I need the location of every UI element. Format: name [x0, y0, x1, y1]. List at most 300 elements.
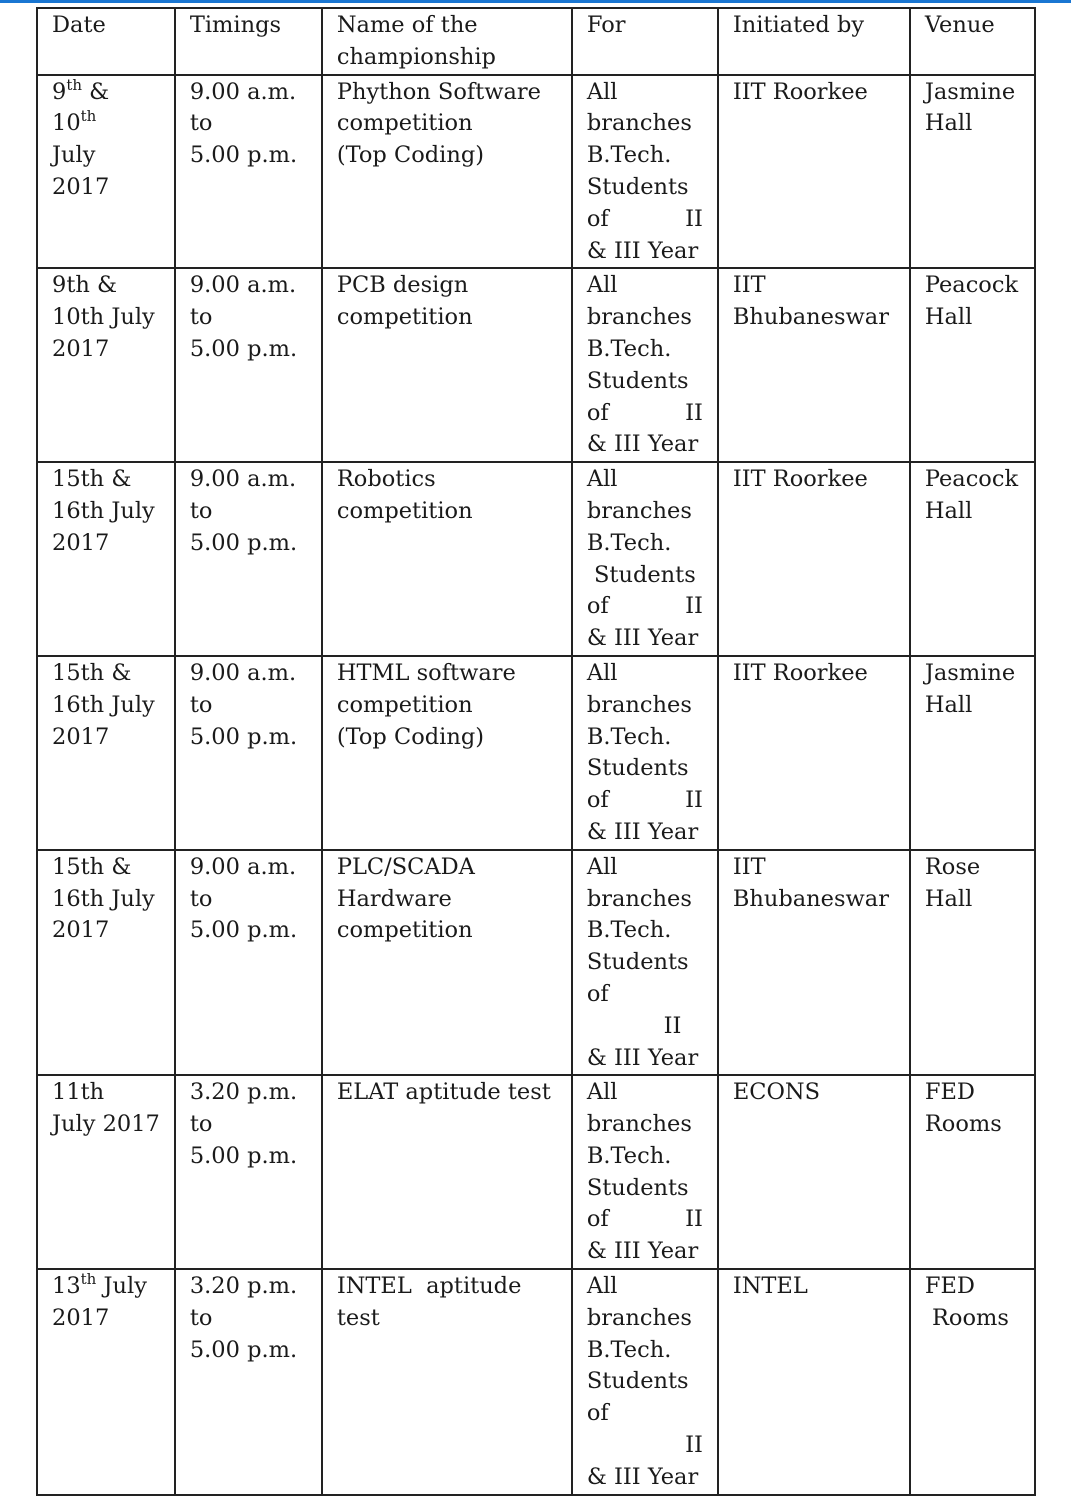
cell-line [587, 979, 703, 1011]
cell-line [733, 10, 895, 42]
cell-line [587, 1462, 703, 1494]
line-text [587, 1462, 698, 1494]
cell-timings [175, 462, 322, 656]
cell-date [37, 462, 175, 656]
text-segment: Hall [924, 110, 973, 137]
text-segment: 9.00 a.m. [189, 466, 297, 493]
cell-line [587, 1011, 703, 1043]
table-row [37, 268, 1035, 462]
cell-line [337, 464, 557, 496]
text-segment: Students [586, 755, 689, 782]
cell-line [587, 204, 703, 236]
cell-line [587, 1271, 703, 1303]
cell-for [572, 462, 718, 656]
text-segment: 2017 [52, 335, 110, 362]
line-text [337, 852, 475, 884]
cell-line [587, 108, 703, 140]
text-segment: IIT Roorkee [732, 78, 868, 105]
cell-date [37, 75, 175, 269]
cell-initiated-by [718, 1269, 910, 1495]
text-segment: July 2017 [52, 1111, 160, 1138]
text-segment: competition [336, 497, 473, 524]
text-segment: 5.00 p.m. [189, 142, 298, 169]
text-segment: All [586, 466, 618, 493]
line-text [190, 140, 297, 172]
line-text [587, 947, 689, 979]
header-cell-venue [910, 8, 1035, 75]
cell-line [190, 1271, 307, 1303]
line-text [52, 1303, 109, 1335]
cell-line [52, 722, 160, 754]
line-text [587, 915, 672, 947]
cell-line [337, 1303, 557, 1335]
cell-line [52, 915, 160, 947]
cell-line [587, 1204, 703, 1236]
text-segment: 3.20 p.m. [189, 1273, 298, 1300]
text-segment: B.Tech. [586, 917, 672, 944]
cell-timings [175, 850, 322, 1076]
text-segment: B.Tech. [586, 1142, 672, 1169]
text-segment: Students [586, 949, 689, 976]
cell-line [587, 496, 703, 528]
table-row [37, 656, 1035, 850]
cell-line [733, 884, 895, 916]
cell-line [337, 270, 557, 302]
line-text [685, 1430, 703, 1462]
text-segment: to [189, 304, 213, 331]
cell-line [52, 464, 160, 496]
line-text [190, 884, 213, 916]
cell-line [587, 1236, 703, 1268]
line-text [587, 979, 609, 1011]
line-text [587, 690, 692, 722]
text-segment: 15th & [52, 659, 132, 686]
line-text [190, 464, 296, 496]
text-segment: II [685, 205, 703, 232]
line-text [337, 658, 516, 690]
cell-line [587, 852, 703, 884]
text-segment: 15th & [52, 853, 132, 880]
text-segment: ELAT aptitude test [336, 1079, 551, 1106]
line-text [190, 1303, 213, 1335]
line-text [733, 1077, 820, 1109]
cell-line [587, 915, 703, 947]
line-text [925, 464, 1018, 496]
line-text [52, 852, 131, 884]
cell-date [37, 1075, 175, 1269]
text-segment: Bhubaneswar [732, 304, 889, 331]
line-text [733, 852, 766, 884]
text-segment: B.Tech. [586, 335, 672, 362]
text-segment: & III Year [586, 818, 699, 845]
text-segment: 9.00 a.m. [189, 272, 297, 299]
line-text [925, 658, 1015, 690]
line-text [52, 77, 109, 109]
cell-line [337, 1271, 557, 1303]
cell-line [52, 1271, 160, 1303]
text-segment: 16th July [52, 885, 155, 912]
cell-date [37, 268, 175, 462]
cell-line [190, 108, 307, 140]
text-segment: II [685, 1206, 703, 1233]
cell-line [587, 334, 703, 366]
cell-line [733, 302, 895, 334]
text-segment: to [189, 691, 213, 718]
text-segment: Phython Software [336, 78, 541, 105]
text-segment: competition [336, 917, 473, 944]
text-segment: 10th July [52, 304, 155, 331]
line-text [733, 884, 889, 916]
cell-line [337, 722, 557, 754]
text-segment: of [586, 787, 609, 814]
text-segment: 5.00 p.m. [189, 1336, 298, 1363]
cell-line [587, 1430, 703, 1462]
text-segment: 5.00 p.m. [189, 917, 298, 944]
line-text [587, 172, 689, 204]
cell-line [52, 1303, 160, 1335]
text-segment: B.Tech. [586, 723, 672, 750]
text-segment: Peacock [924, 466, 1019, 493]
cell-line [190, 10, 307, 42]
line-text [733, 1271, 808, 1303]
line-text [337, 42, 496, 74]
cell-initiated-by [718, 850, 910, 1076]
line-text [587, 1173, 689, 1205]
text-segment: competition [336, 304, 473, 331]
cell-line [925, 77, 1020, 109]
line-text [733, 302, 889, 334]
cell-line [190, 1335, 307, 1367]
cell-line [190, 722, 307, 754]
cell-line [587, 623, 703, 655]
line-text [337, 302, 473, 334]
cell-line [587, 1077, 703, 1109]
ordinal-suffix: th [66, 75, 83, 94]
text-segment: 15th & [52, 466, 132, 493]
text-segment: 13 [52, 1273, 81, 1300]
line-text [925, 1077, 975, 1109]
line-text [925, 302, 972, 334]
cell-line [587, 560, 703, 592]
cell-line [52, 334, 160, 366]
line-text [52, 496, 155, 528]
cell-line [587, 366, 703, 398]
cell-line [52, 658, 160, 690]
text-segment: Name of the [336, 12, 478, 38]
text-segment: test [336, 1304, 380, 1331]
line-text [925, 496, 972, 528]
text-segment: branches [586, 497, 692, 524]
line-text [587, 1303, 692, 1335]
line-text [337, 1271, 522, 1303]
text-segment: Students [586, 1174, 689, 1201]
text-segment: All [586, 1273, 618, 1300]
ordinal-suffix: th [80, 107, 97, 126]
table-row [37, 1269, 1035, 1495]
cell-line [587, 947, 703, 979]
text-segment: 2017 [52, 1304, 110, 1331]
line-text [587, 560, 696, 592]
text-segment: 2017 [52, 529, 110, 556]
cell-line [925, 108, 1020, 140]
cell-initiated-by [718, 75, 910, 269]
line-text [190, 1109, 213, 1141]
text-segment: FED [924, 1079, 975, 1106]
cell-line [925, 464, 1020, 496]
cell-line [925, 496, 1020, 528]
text-segment: branches [586, 691, 692, 718]
line-text [587, 753, 689, 785]
line-text [52, 108, 96, 140]
cell-timings [175, 268, 322, 462]
cell-line [337, 77, 557, 109]
cell-line [52, 302, 160, 334]
cell-line [52, 690, 160, 722]
text-segment: PCB design [336, 272, 469, 299]
text-segment: Jasmine [924, 78, 1016, 105]
text-segment: 2017 [52, 173, 110, 200]
text-segment: IIT Roorkee [732, 659, 868, 686]
text-segment: Hall [924, 691, 973, 718]
cell-line [190, 140, 307, 172]
line-text [587, 10, 626, 42]
cell-initiated-by [718, 462, 910, 656]
text-segment: 9.00 a.m. [189, 853, 297, 880]
cell-line [587, 302, 703, 334]
line-text [337, 496, 473, 528]
line-text [190, 1141, 297, 1173]
line-text [587, 270, 618, 302]
cell-line [52, 140, 160, 172]
cell-initiated-by [718, 268, 910, 462]
cell-line [733, 77, 895, 109]
line-text [587, 817, 698, 849]
line-text [587, 429, 698, 461]
cell-line [733, 852, 895, 884]
text-segment: Students [586, 1368, 689, 1395]
cell-line [190, 658, 307, 690]
table-row [37, 850, 1035, 1076]
cell-venue [910, 462, 1035, 656]
cell-timings [175, 1075, 322, 1269]
cell-line [925, 1271, 1020, 1303]
text-segment: of [586, 1206, 609, 1233]
text-segment: 5.00 p.m. [189, 1142, 298, 1169]
text-segment: IIT [732, 853, 766, 880]
table-row [37, 462, 1035, 656]
cell-line [587, 1335, 703, 1367]
text-segment: II [685, 1432, 703, 1459]
text-segment: July [96, 1273, 147, 1300]
line-text [52, 172, 109, 204]
cell-venue [910, 1075, 1035, 1269]
cell-line [337, 10, 557, 42]
line-text [587, 623, 698, 655]
line-text [52, 658, 131, 690]
cell-line [52, 270, 160, 302]
cell-line [733, 1271, 895, 1303]
text-segment: 5.00 p.m. [189, 529, 298, 556]
cell-venue [910, 268, 1035, 462]
championship-schedule-table [36, 7, 1036, 1496]
cell-venue [910, 1269, 1035, 1495]
cell-line [587, 1141, 703, 1173]
cell-date [37, 656, 175, 850]
text-segment: Hardware [336, 885, 452, 912]
line-text [337, 10, 478, 42]
text-segment: 5.00 p.m. [189, 723, 298, 750]
line-text [190, 334, 297, 366]
text-segment: II [685, 787, 703, 814]
cell-for [572, 1269, 718, 1495]
line-text [925, 270, 1018, 302]
text-segment: 5.00 p.m. [189, 335, 298, 362]
line-text [52, 464, 131, 496]
line-text [733, 658, 868, 690]
cell-line [587, 884, 703, 916]
line-text [52, 302, 155, 334]
text-segment: & III Year [586, 431, 699, 458]
line-text [52, 10, 106, 42]
line-text [52, 1271, 147, 1303]
text-segment: Hall [924, 497, 973, 524]
cell-line [587, 77, 703, 109]
line-text [52, 528, 109, 560]
cell-line [925, 852, 1020, 884]
header-cell-date [37, 8, 175, 75]
cell-line [587, 10, 703, 42]
text-segment: IIT [732, 272, 766, 299]
line-text [337, 1077, 551, 1109]
line-text [587, 884, 692, 916]
text-segment: Students [586, 561, 696, 588]
text-segment: to [189, 497, 213, 524]
line-text [587, 1077, 618, 1109]
cell-line [587, 270, 703, 302]
text-segment: All [586, 272, 618, 299]
cell-line [587, 722, 703, 754]
line-text [733, 464, 868, 496]
cell-line [587, 753, 703, 785]
cell-line [587, 236, 703, 268]
text-segment: Venue [924, 12, 995, 38]
text-segment: ECONS [732, 1079, 821, 1106]
text-segment: II [685, 399, 703, 426]
line-text [190, 108, 213, 140]
cell-date [37, 1269, 175, 1495]
text-segment: of [586, 980, 609, 1007]
text-segment: 16th July [52, 497, 155, 524]
cell-line [190, 915, 307, 947]
cell-line [925, 884, 1020, 916]
text-segment: 3.20 p.m. [189, 1079, 298, 1106]
line-text [52, 690, 155, 722]
text-segment: All [586, 1079, 618, 1106]
cell-for [572, 850, 718, 1076]
line-text [52, 1077, 104, 1109]
cell-line [337, 302, 557, 334]
text-segment: HTML software [336, 659, 516, 686]
text-segment: & III Year [586, 1463, 699, 1490]
line-text [337, 690, 473, 722]
line-text [925, 1271, 975, 1303]
line-text [190, 302, 213, 334]
text-segment: Rooms [924, 1304, 1009, 1331]
cell-line [190, 1141, 307, 1173]
header-cell-initiated-by [718, 8, 910, 75]
line-text [52, 884, 155, 916]
line-text [190, 77, 296, 109]
line-text [587, 1335, 672, 1367]
text-segment: B.Tech. [586, 142, 672, 169]
text-segment: Timings [189, 12, 282, 38]
line-text [52, 140, 95, 172]
line-text [337, 140, 484, 172]
line-text [190, 852, 296, 884]
line-text [337, 722, 484, 754]
text-segment: Rooms [924, 1111, 1002, 1138]
text-segment: B.Tech. [586, 1336, 672, 1363]
cell-line [52, 1109, 160, 1141]
text-segment: competition [336, 691, 473, 718]
cell-line [52, 528, 160, 560]
cell-line [52, 496, 160, 528]
cell-line [52, 172, 160, 204]
cell-line [190, 77, 307, 109]
cell-line [733, 1077, 895, 1109]
cell-timings [175, 1269, 322, 1495]
line-text [190, 1271, 297, 1303]
line-text [587, 1271, 618, 1303]
line-text [587, 496, 692, 528]
header-cell-timings [175, 8, 322, 75]
cell-initiated-by [718, 1075, 910, 1269]
text-segment: & [82, 78, 110, 105]
text-segment: branches [586, 304, 692, 331]
text-segment: 10 [52, 110, 81, 137]
text-segment: to [189, 1111, 213, 1138]
text-segment: II [685, 593, 703, 620]
cell-championship-name [322, 1075, 572, 1269]
line-text [190, 10, 281, 42]
cell-line [587, 429, 703, 461]
line-text [190, 658, 296, 690]
table-row [37, 75, 1035, 269]
header-cell-championship-name [322, 8, 572, 75]
cell-line [337, 852, 557, 884]
line-text [587, 140, 672, 172]
cell-line [587, 1398, 703, 1430]
line-text [733, 77, 868, 109]
text-segment: 2017 [52, 917, 110, 944]
text-segment: B.Tech. [586, 529, 672, 556]
text-segment: to [189, 1304, 213, 1331]
text-segment: to [189, 885, 213, 912]
cell-championship-name [322, 656, 572, 850]
line-text [190, 528, 297, 560]
cell-line [925, 1303, 1020, 1335]
cell-line [925, 270, 1020, 302]
line-text [190, 496, 213, 528]
cell-line [52, 852, 160, 884]
line-text [337, 108, 473, 140]
cell-line [190, 270, 307, 302]
cell-timings [175, 656, 322, 850]
text-segment: & III Year [586, 1238, 699, 1265]
text-segment: July [52, 142, 96, 169]
cell-line [587, 398, 703, 430]
line-text [190, 1077, 297, 1109]
